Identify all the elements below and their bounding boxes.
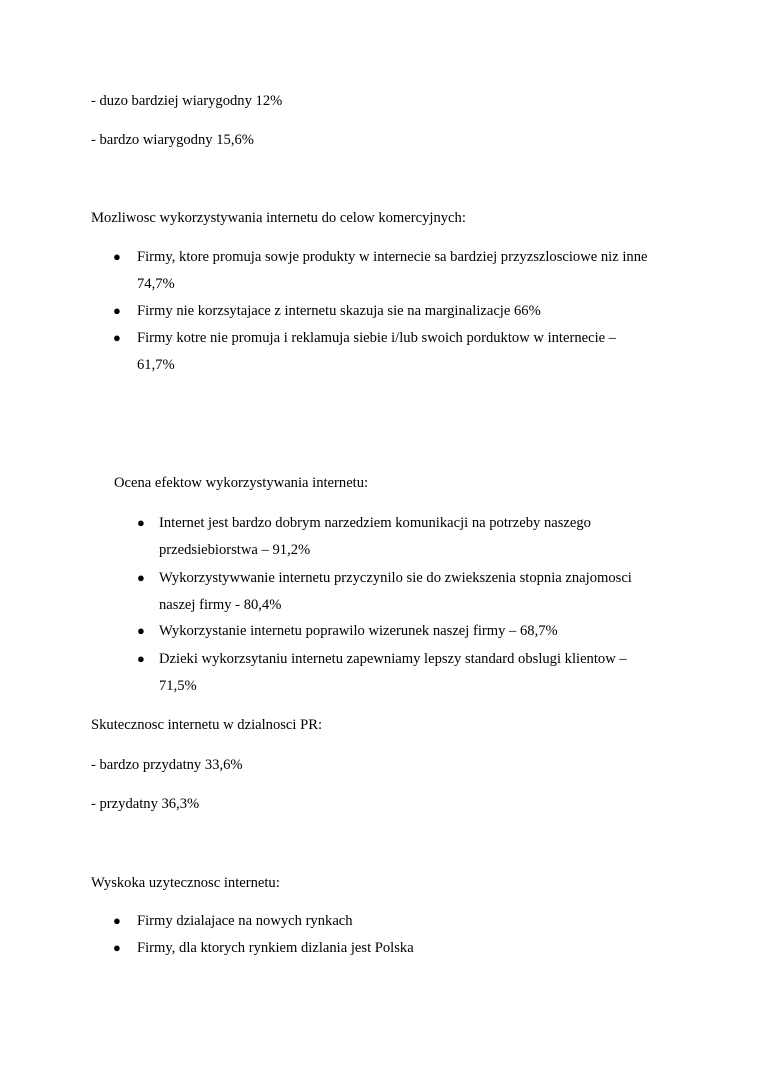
effects-heading: Ocena efektow wykorzystywania internetu: bbox=[114, 475, 369, 491]
bullet-icon: ● bbox=[113, 940, 121, 955]
bullet-icon: ● bbox=[137, 515, 145, 530]
effects-item-2: Wykorzystywwanie internetu przyczynilo sie do zwiekszenia stopnia znajomosci naszej firmy - 80,4% bbox=[159, 570, 632, 613]
usefulness-item-2: Firmy, dla ktorych rynkiem dizlania jest Polska bbox=[137, 940, 414, 956]
commercial-use-heading: Mozliwosc wykorzystywania internetu do celow komercyjnych: bbox=[91, 210, 466, 226]
commercial-item-2: Firmy nie korzsytajace z internetu skazuja sie na marginalizacje 66% bbox=[137, 303, 541, 319]
credibility-line-1: - duzo bardziej wiarygodny 12% bbox=[91, 93, 283, 109]
bullet-icon: ● bbox=[137, 623, 145, 638]
commercial-item-1: Firmy, ktore promuja sowje produkty w internecie sa bardziej przyzszlosciowe niz inne 74,7% bbox=[137, 249, 648, 292]
pr-line-2: - przydatny 36,3% bbox=[91, 796, 200, 812]
bullet-icon: ● bbox=[137, 651, 145, 666]
pr-effectiveness-heading: Skutecznosc internetu w dzialnosci PR: bbox=[91, 717, 323, 733]
bullet-icon: ● bbox=[113, 303, 121, 318]
bullet-icon: ● bbox=[113, 330, 121, 345]
effects-item-4: Dzieki wykorzsytaniu internetu zapewniamy lepszy standard obslugi klientow – 71,5% bbox=[159, 651, 627, 694]
usefulness-heading: Wyskoka uzytecznosc internetu: bbox=[91, 875, 280, 891]
commercial-item-3: Firmy kotre nie promuja i reklamuja siebie i/lub swoich porduktow w internecie – 61,7% bbox=[137, 330, 617, 373]
bullet-icon: ● bbox=[113, 249, 121, 264]
bullet-icon: ● bbox=[137, 570, 145, 585]
effects-item-3: Wykorzystanie internetu poprawilo wizerunek naszej firmy – 68,7% bbox=[159, 623, 558, 639]
pr-line-1: - bardzo przydatny 33,6% bbox=[91, 757, 243, 773]
bullet-icon: ● bbox=[113, 913, 121, 928]
credibility-line-2: - bardzo wiarygodny 15,6% bbox=[91, 132, 254, 148]
effects-item-1: Internet jest bardzo dobrym narzedziem komunikacji na potrzeby naszego przedsiebiorstwa – 91,2% bbox=[159, 515, 591, 558]
usefulness-item-1: Firmy dzialajace na nowych rynkach bbox=[137, 913, 353, 929]
